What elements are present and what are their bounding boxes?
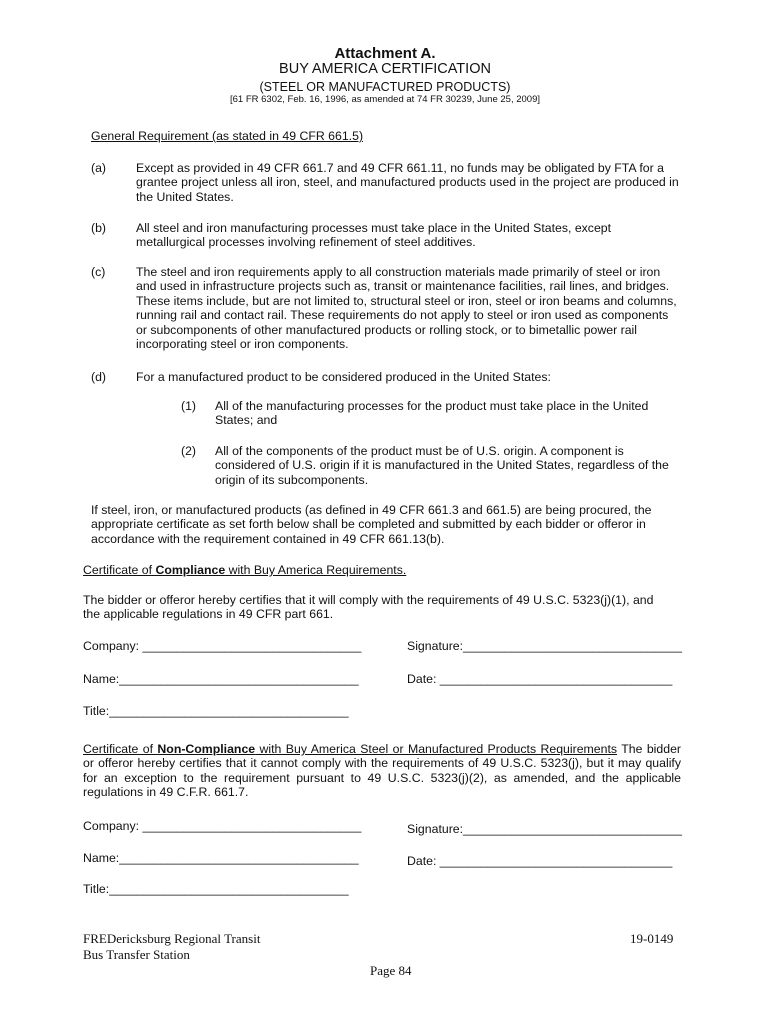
footer-org-line2: Bus Transfer Station bbox=[83, 947, 190, 962]
noncompliance-body: The bidder or offeror hereby certifies that it cannot comply with the requirements of 49 U.S.C. 5323(j), but it may qualify for an exception to the requirement pursuant to 49 U.S.C. 5323(j)(2), as amended, and the applicable regulations in 49 C.F.R. 661.7. bbox=[83, 742, 681, 800]
compliance-title-field[interactable]: Title:___________________________________ bbox=[83, 704, 349, 718]
item-c-label: (c) bbox=[91, 265, 106, 279]
noncompliance-company-field[interactable]: Company: ________________________________ bbox=[83, 819, 362, 833]
document-subtitle-2: (STEEL OR MANUFACTURED PRODUCTS) bbox=[259, 80, 511, 94]
citation: [61 FR 6302, Feb. 16, 1996, as amended at 74 FR 30239, June 25, 2009] bbox=[229, 94, 541, 105]
compliance-date-field[interactable]: Date: __________________________________ bbox=[407, 672, 673, 686]
noncompliance-date-field[interactable]: Date: __________________________________ bbox=[407, 854, 673, 868]
item-a-label: (a) bbox=[91, 161, 107, 175]
footer-org-line1: FREDericksburg Regional Transit bbox=[83, 931, 261, 946]
closing-paragraph: If steel, iron, or manufactured products (as defined in 49 CFR 661.3 and 661.5) are being procured, the appropriate certificate as set forth below shall be completed and submitted by each bidder or offeror in accordance with the requirement contained in 49 CFR 661.13(b). bbox=[91, 503, 652, 546]
item-d-label: (d) bbox=[91, 370, 107, 384]
noncompliance-name-field[interactable]: Name:___________________________________ bbox=[83, 851, 359, 865]
subitem-2-text: All of the components of the product must be of U.S. origin. A component is considered of U.S. origin if it is manufactured in the United States, regardless of the origin of its subcomponents. bbox=[215, 444, 669, 487]
compliance-signature-field[interactable]: Signature:________________________________ bbox=[407, 639, 682, 653]
item-c-text: The steel and iron requirements apply to all construction materials made primarily of steel or iron and used in infrastructure projects such as, transit or maintenance facilities, rail lines, and bridges. These items include, but are not limited to, structural steel or iron, steel or iron beams and columns, running rail and contact rail. These requirements do not apply to steel or iron used as components or subcomponents of other manufactured products or rolling stock, or to bimetallic power rail incorporating steel or iron components. bbox=[136, 265, 677, 352]
item-b-label: (b) bbox=[91, 221, 107, 235]
noncompliance-signature-field[interactable]: Signature:________________________________ bbox=[407, 822, 682, 836]
noncompliance-title-field[interactable]: Title:___________________________________ bbox=[83, 882, 349, 896]
subitem-2-label: (2) bbox=[181, 444, 197, 458]
footer-org bbox=[83, 931, 260, 963]
document-subtitle: BUY AMERICA CERTIFICATION bbox=[279, 61, 491, 77]
footer-doc-number: 19-0149 bbox=[630, 931, 674, 946]
compliance-body: The bidder or offeror hereby certifies that it will comply with the requirements of 49 U.S.C. 5323(j)(1), and the applicable regulations in 49 CFR part 661. bbox=[83, 593, 654, 622]
compliance-heading: Certificate of Compliance with Buy America Requirements. bbox=[83, 563, 407, 577]
document-title: Attachment A. bbox=[334, 45, 436, 62]
compliance-name-field[interactable]: Name:___________________________________ bbox=[83, 672, 359, 686]
compliance-company-field[interactable]: Company: ________________________________ bbox=[83, 639, 362, 653]
subitem-1-text: All of the manufacturing processes for the product must take place in the United States; and bbox=[215, 399, 649, 428]
noncompliance-paragraph bbox=[83, 742, 681, 800]
item-d-text: For a manufactured product to be considered produced in the United States: bbox=[136, 370, 551, 384]
page-number: Page 84 bbox=[370, 963, 412, 978]
noncompliance-heading: Certificate of Non-Compliance with Buy America Steel or Manufactured Products Requirements bbox=[83, 742, 618, 756]
item-a-text: Except as provided in 49 CFR 661.7 and 49 CFR 661.11, no funds may be obligated by FTA for a grantee project unless all iron, steel, and manufactured products used in the project are produced in the United States. bbox=[136, 161, 679, 204]
subitem-1-label: (1) bbox=[181, 399, 197, 413]
general-heading: General Requirement (as stated in 49 CFR 661.5) bbox=[91, 129, 364, 143]
item-b-text: All steel and iron manufacturing processes must take place in the United States, except metallurgical processes involving refinement of steel additives. bbox=[136, 221, 612, 250]
